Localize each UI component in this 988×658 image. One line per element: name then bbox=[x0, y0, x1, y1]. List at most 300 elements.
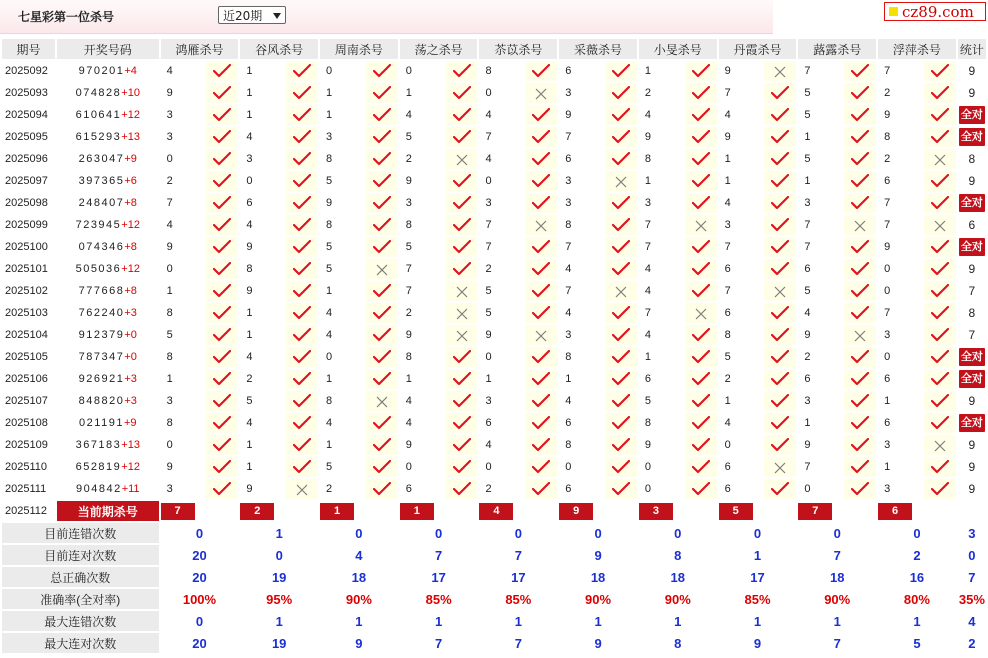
result-wrong bbox=[446, 149, 478, 169]
check-icon bbox=[692, 350, 710, 364]
result-correct bbox=[844, 127, 876, 147]
kill-value: 7 bbox=[644, 219, 652, 231]
result-correct bbox=[446, 237, 478, 257]
result-correct bbox=[525, 369, 557, 389]
kill-value: 7 bbox=[485, 131, 492, 143]
table-row bbox=[2, 61, 986, 81]
check-icon bbox=[373, 350, 391, 364]
check-icon bbox=[851, 394, 869, 408]
period-select[interactable] bbox=[218, 6, 286, 24]
result-correct bbox=[366, 325, 398, 345]
result-wrong bbox=[446, 281, 478, 301]
result-correct bbox=[286, 193, 318, 213]
cross-icon bbox=[376, 396, 388, 408]
check-icon bbox=[213, 152, 231, 166]
kill-value: 3 bbox=[565, 329, 572, 341]
stat-value: 90% bbox=[824, 591, 851, 607]
kill-value: 4 bbox=[565, 263, 572, 275]
check-icon bbox=[931, 130, 949, 144]
kill-value: 4 bbox=[246, 131, 253, 143]
result-correct bbox=[366, 435, 398, 455]
stat-count: 7 bbox=[968, 328, 976, 342]
kill-value: 5 bbox=[804, 87, 811, 99]
result-correct bbox=[844, 435, 876, 455]
stat-count: 9 bbox=[968, 438, 976, 452]
stat-value: 19 bbox=[271, 635, 287, 651]
check-icon bbox=[373, 240, 391, 254]
check-icon bbox=[692, 372, 710, 386]
result-correct bbox=[605, 83, 637, 103]
result-correct bbox=[844, 347, 876, 367]
stat-value: 17 bbox=[431, 569, 446, 585]
check-icon bbox=[453, 262, 471, 276]
check-icon bbox=[612, 64, 630, 78]
kill-value: 1 bbox=[724, 175, 731, 187]
kill-value: 9 bbox=[166, 241, 173, 253]
result-correct bbox=[286, 259, 318, 279]
table-row bbox=[2, 259, 986, 279]
kill-value: 1 bbox=[246, 65, 253, 77]
check-icon bbox=[532, 438, 550, 452]
stat-value: 0 bbox=[753, 525, 762, 541]
stat-value: 1 bbox=[913, 613, 921, 629]
stat-label: 总正确次数 bbox=[2, 567, 159, 587]
current-kill-label: 当前期杀号 bbox=[57, 501, 159, 521]
site-logo[interactable] bbox=[884, 2, 986, 21]
issue-number: 2025098 bbox=[2, 193, 55, 213]
result-correct bbox=[446, 369, 478, 389]
result-correct bbox=[446, 435, 478, 455]
result-correct bbox=[446, 215, 478, 235]
kill-value: 5 bbox=[485, 285, 492, 297]
check-icon bbox=[771, 262, 789, 276]
draw-digits: 610641 bbox=[75, 109, 122, 121]
kill-value: 0 bbox=[724, 439, 731, 451]
draw-bonus: +8 bbox=[124, 197, 137, 209]
kill-value: 6 bbox=[804, 263, 811, 275]
result-correct bbox=[206, 391, 238, 411]
check-icon bbox=[692, 460, 710, 474]
result-correct bbox=[446, 347, 478, 367]
result-correct bbox=[844, 391, 876, 411]
result-correct bbox=[685, 369, 717, 389]
result-correct bbox=[286, 435, 318, 455]
kill-value: 9 bbox=[724, 65, 731, 77]
page-title: 七星彩第一位杀号 bbox=[18, 10, 115, 24]
result-wrong bbox=[685, 215, 717, 235]
result-correct bbox=[366, 127, 398, 147]
kill-value: 1 bbox=[804, 175, 811, 187]
all-correct-badge: 全对 bbox=[959, 238, 985, 256]
kill-value: 5 bbox=[804, 285, 811, 297]
stat-label: 最大连对次数 bbox=[2, 633, 159, 653]
check-icon bbox=[213, 394, 231, 408]
check-icon bbox=[213, 350, 231, 364]
table-row bbox=[2, 105, 986, 125]
result-correct bbox=[525, 149, 557, 169]
result-correct bbox=[525, 281, 557, 301]
check-icon bbox=[692, 482, 710, 496]
col-expert: 谷风杀号 bbox=[240, 39, 318, 59]
result-correct bbox=[764, 171, 796, 191]
result-correct bbox=[924, 369, 956, 389]
kill-value: 4 bbox=[485, 109, 492, 121]
check-icon bbox=[851, 152, 869, 166]
stat-value-total: 2 bbox=[968, 635, 976, 651]
check-icon bbox=[293, 350, 311, 364]
stat-value: 1 bbox=[753, 613, 762, 629]
draw-number bbox=[57, 237, 159, 257]
draw-number bbox=[57, 435, 159, 455]
result-correct bbox=[685, 435, 717, 455]
check-icon bbox=[453, 394, 471, 408]
kill-value: 7 bbox=[884, 219, 891, 231]
top-bar bbox=[0, 0, 773, 34]
check-icon bbox=[293, 152, 311, 166]
row-stat bbox=[958, 325, 986, 345]
kill-value: 1 bbox=[405, 373, 412, 385]
cross-icon bbox=[376, 264, 388, 276]
kill-value: 9 bbox=[884, 241, 891, 253]
kill-value: 8 bbox=[724, 329, 731, 341]
draw-number bbox=[57, 61, 159, 81]
stat-value: 1 bbox=[674, 613, 682, 629]
result-wrong bbox=[525, 325, 557, 345]
stat-value: 20 bbox=[192, 569, 207, 585]
cross-icon bbox=[774, 462, 786, 474]
result-correct bbox=[924, 325, 956, 345]
check-icon bbox=[612, 86, 630, 100]
draw-bonus: +8 bbox=[124, 241, 137, 253]
check-icon bbox=[213, 416, 231, 430]
check-icon bbox=[373, 130, 391, 144]
result-correct bbox=[685, 61, 717, 81]
check-icon bbox=[453, 460, 471, 474]
table-row bbox=[2, 391, 986, 411]
result-correct bbox=[605, 435, 637, 455]
check-icon bbox=[851, 482, 869, 496]
all-correct-badge: 全对 bbox=[959, 106, 985, 124]
check-icon bbox=[453, 64, 471, 78]
current-kill-cell bbox=[798, 501, 876, 521]
kill-value: 2 bbox=[246, 373, 253, 385]
check-icon bbox=[532, 240, 550, 254]
kill-value: 4 bbox=[326, 329, 333, 341]
draw-digits: 263047 bbox=[78, 153, 125, 165]
kill-value: 5 bbox=[405, 131, 412, 143]
stat-count: 9 bbox=[968, 482, 976, 496]
kill-value: 1 bbox=[246, 439, 253, 451]
result-correct bbox=[844, 193, 876, 213]
kill-value: 1 bbox=[326, 285, 333, 297]
check-icon bbox=[692, 130, 710, 144]
check-icon bbox=[373, 438, 391, 452]
kill-value: 9 bbox=[644, 439, 652, 451]
stat-count: 9 bbox=[968, 86, 976, 100]
result-correct bbox=[844, 369, 876, 389]
kill-value: 4 bbox=[246, 219, 253, 231]
draw-bonus: +13 bbox=[121, 131, 140, 143]
stat-label: 准确率(全对率) bbox=[2, 589, 159, 609]
result-correct bbox=[366, 369, 398, 389]
table-row bbox=[2, 237, 986, 257]
check-icon bbox=[851, 64, 869, 78]
kill-value: 0 bbox=[485, 87, 492, 99]
result-wrong bbox=[844, 325, 876, 345]
draw-digits: 912379 bbox=[78, 329, 125, 341]
check-icon bbox=[453, 218, 471, 232]
draw-digits: 970201 bbox=[78, 65, 125, 77]
row-stat bbox=[958, 127, 986, 147]
result-correct bbox=[366, 105, 398, 125]
check-icon bbox=[692, 394, 710, 408]
check-icon bbox=[213, 86, 231, 100]
row-stat bbox=[958, 193, 986, 213]
check-icon bbox=[771, 394, 789, 408]
issue-number: 2025099 bbox=[2, 215, 55, 235]
kill-value: 6 bbox=[565, 483, 572, 495]
check-icon bbox=[293, 394, 311, 408]
result-correct bbox=[605, 215, 637, 235]
col-expert: 浮萍杀号 bbox=[878, 39, 956, 59]
result-correct bbox=[446, 413, 478, 433]
stat-value: 85% bbox=[505, 591, 532, 607]
check-icon bbox=[692, 328, 710, 342]
current-kill-badge: 3 bbox=[639, 503, 673, 520]
check-icon bbox=[293, 174, 311, 188]
kill-value: 0 bbox=[644, 483, 652, 495]
result-correct bbox=[206, 193, 238, 213]
result-correct bbox=[525, 413, 557, 433]
kill-value: 1 bbox=[166, 285, 173, 297]
check-icon bbox=[532, 108, 550, 122]
stat-value-total: 0 bbox=[968, 547, 976, 563]
row-stat bbox=[958, 83, 986, 103]
check-icon bbox=[293, 108, 311, 122]
result-correct bbox=[605, 237, 637, 257]
issue-number: 2025110 bbox=[2, 457, 55, 477]
check-icon bbox=[692, 416, 710, 430]
kill-value: 2 bbox=[804, 351, 811, 363]
result-correct bbox=[446, 127, 478, 147]
issue-number: 2025102 bbox=[2, 281, 55, 301]
draw-bonus: +0 bbox=[124, 329, 137, 341]
row-stat bbox=[958, 259, 986, 279]
stat-value: 1 bbox=[275, 613, 283, 629]
result-wrong bbox=[924, 435, 956, 455]
row-stat bbox=[958, 435, 986, 455]
stat-value: 90% bbox=[345, 591, 372, 607]
result-correct bbox=[764, 479, 796, 499]
check-icon bbox=[532, 350, 550, 364]
result-correct bbox=[924, 347, 956, 367]
check-icon bbox=[612, 262, 630, 276]
draw-digits: 248407 bbox=[78, 197, 125, 209]
result-correct bbox=[366, 83, 398, 103]
result-wrong bbox=[366, 391, 398, 411]
row-stat bbox=[958, 149, 986, 169]
cross-icon bbox=[774, 286, 786, 298]
kill-value: 7 bbox=[804, 219, 811, 231]
stat-value: 0 bbox=[275, 547, 283, 563]
check-icon bbox=[771, 218, 789, 232]
stat-value: 1 bbox=[753, 547, 762, 563]
result-correct bbox=[924, 413, 956, 433]
draw-digits: 787347 bbox=[78, 351, 125, 363]
result-correct bbox=[286, 457, 318, 477]
kill-value: 4 bbox=[565, 395, 572, 407]
kill-value: 4 bbox=[405, 417, 412, 429]
kill-value: 0 bbox=[884, 263, 891, 275]
draw-bonus: +12 bbox=[121, 461, 140, 473]
stat-row bbox=[2, 589, 986, 609]
cross-icon bbox=[934, 220, 946, 232]
check-icon bbox=[851, 416, 869, 430]
result-correct bbox=[685, 237, 717, 257]
kill-value: 9 bbox=[326, 197, 333, 209]
draw-number bbox=[57, 479, 159, 499]
check-icon bbox=[692, 196, 710, 210]
stat-value: 9 bbox=[594, 635, 602, 651]
stat-value: 18 bbox=[829, 569, 845, 585]
result-correct bbox=[446, 193, 478, 213]
check-icon bbox=[453, 350, 471, 364]
draw-digits: 397365 bbox=[78, 175, 125, 187]
stat-value: 17 bbox=[750, 569, 765, 585]
kill-value: 9 bbox=[166, 461, 173, 473]
check-icon bbox=[373, 174, 391, 188]
kill-value: 5 bbox=[326, 241, 333, 253]
issue-number: 2025109 bbox=[2, 435, 55, 455]
stat-value: 5 bbox=[913, 635, 921, 651]
check-icon bbox=[612, 130, 630, 144]
draw-number bbox=[57, 303, 159, 323]
stat-count: 9 bbox=[968, 64, 976, 78]
table-row bbox=[2, 347, 986, 367]
kill-value: 4 bbox=[405, 109, 412, 121]
period-select-value: 近20期 bbox=[223, 9, 263, 23]
result-correct bbox=[844, 281, 876, 301]
draw-digits: 926921 bbox=[78, 373, 125, 385]
kill-value: 3 bbox=[485, 395, 492, 407]
check-icon bbox=[931, 262, 949, 276]
check-icon bbox=[453, 372, 471, 386]
kill-value: 4 bbox=[405, 395, 412, 407]
stat-value: 1 bbox=[833, 613, 841, 629]
kill-value: 4 bbox=[246, 417, 253, 429]
current-kill-badge: 1 bbox=[320, 503, 354, 520]
cross-icon bbox=[854, 330, 866, 342]
kill-value: 4 bbox=[644, 109, 652, 121]
result-correct bbox=[206, 105, 238, 125]
result-correct bbox=[764, 347, 796, 367]
col-draw: 开奖号码 bbox=[57, 39, 159, 59]
result-correct bbox=[525, 259, 557, 279]
result-correct bbox=[286, 303, 318, 323]
check-icon bbox=[293, 306, 311, 320]
result-correct bbox=[844, 457, 876, 477]
kill-value: 9 bbox=[405, 439, 412, 451]
cross-icon bbox=[456, 286, 468, 298]
kill-value: 3 bbox=[485, 197, 492, 209]
draw-digits: 777668 bbox=[78, 285, 125, 297]
check-icon bbox=[771, 416, 789, 430]
check-icon bbox=[692, 284, 710, 298]
result-correct bbox=[685, 171, 717, 191]
kill-value: 1 bbox=[326, 87, 333, 99]
kill-value: 6 bbox=[724, 461, 731, 473]
result-correct bbox=[286, 413, 318, 433]
kill-value: 0 bbox=[884, 351, 891, 363]
check-icon bbox=[931, 460, 949, 474]
check-icon bbox=[931, 350, 949, 364]
check-icon bbox=[213, 262, 231, 276]
result-correct bbox=[286, 83, 318, 103]
draw-number bbox=[57, 369, 159, 389]
check-icon bbox=[293, 372, 311, 386]
check-icon bbox=[851, 86, 869, 100]
kill-value: 2 bbox=[884, 153, 891, 165]
result-wrong bbox=[446, 325, 478, 345]
kill-value: 6 bbox=[804, 373, 811, 385]
result-correct bbox=[366, 303, 398, 323]
stat-value: 7 bbox=[514, 635, 522, 651]
kill-value: 8 bbox=[565, 351, 572, 363]
stat-value: 17 bbox=[511, 569, 526, 585]
current-kill-cell bbox=[559, 501, 637, 521]
kill-value: 0 bbox=[326, 351, 333, 363]
kill-value: 7 bbox=[565, 131, 572, 143]
stat-value: 80% bbox=[903, 591, 930, 607]
check-icon bbox=[532, 460, 550, 474]
kill-value: 1 bbox=[246, 109, 253, 121]
result-correct bbox=[286, 281, 318, 301]
issue-number: 2025095 bbox=[2, 127, 55, 147]
check-icon bbox=[612, 372, 630, 386]
check-icon bbox=[213, 482, 231, 496]
result-correct bbox=[685, 281, 717, 301]
stat-value: 7 bbox=[833, 547, 841, 563]
kill-value: 3 bbox=[884, 483, 891, 495]
kill-value: 0 bbox=[644, 461, 652, 473]
stat-value: 2 bbox=[913, 547, 921, 563]
kill-value: 9 bbox=[884, 109, 891, 121]
draw-digits: 615293 bbox=[75, 131, 122, 143]
result-correct bbox=[764, 193, 796, 213]
check-icon bbox=[373, 218, 391, 232]
issue-number: 2025105 bbox=[2, 347, 55, 367]
result-wrong bbox=[844, 215, 876, 235]
kill-value: 7 bbox=[565, 285, 572, 297]
result-correct bbox=[924, 457, 956, 477]
current-kill-badge: 7 bbox=[798, 503, 832, 520]
check-icon bbox=[771, 306, 789, 320]
check-icon bbox=[293, 262, 311, 276]
kill-value: 4 bbox=[166, 65, 173, 77]
result-correct bbox=[685, 193, 717, 213]
current-kill-cell bbox=[639, 501, 717, 521]
stat-value: 0 bbox=[674, 525, 682, 541]
result-correct bbox=[605, 127, 637, 147]
result-correct bbox=[764, 105, 796, 125]
table-row bbox=[2, 435, 986, 455]
table-row bbox=[2, 281, 986, 301]
result-correct bbox=[366, 281, 398, 301]
table-row bbox=[2, 479, 986, 499]
result-correct bbox=[924, 479, 956, 499]
kill-value: 7 bbox=[565, 241, 572, 253]
row-stat bbox=[958, 237, 986, 257]
